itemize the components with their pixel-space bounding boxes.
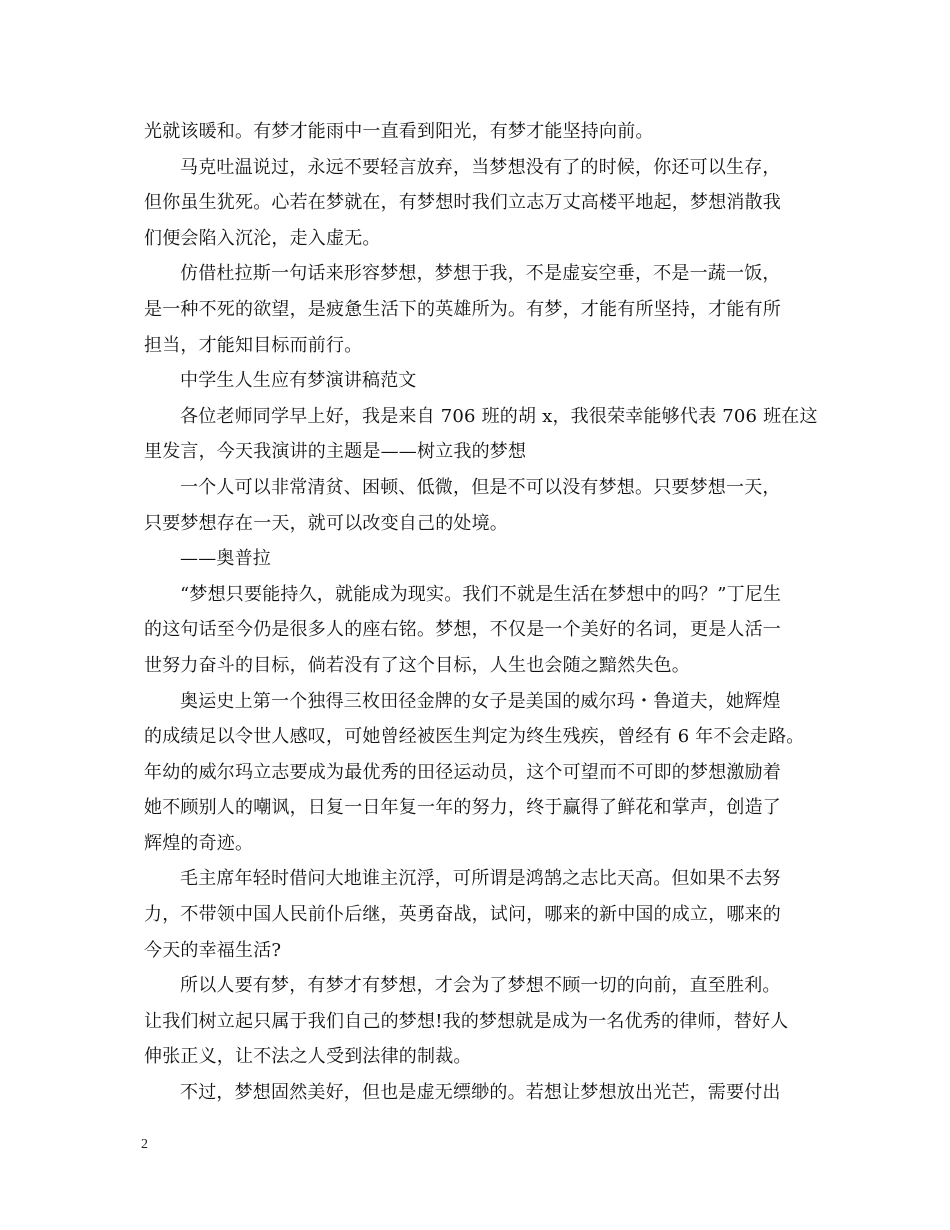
text-line: 伸张正义，让不法之人受到法律的制裁。 xyxy=(144,1046,472,1068)
text-line: 担当，才能知目标而前行。 xyxy=(144,334,363,356)
text-line: 今天的幸福生活? xyxy=(144,939,282,961)
text-line: 的成绩足以令世人感叹，可她曾经被医生判定为终生残疾，曾经有 6 年不会走路。 xyxy=(144,726,805,748)
text-line: 让我们树立起只属于我们自己的梦想!我的梦想就是成为一名优秀的律师，替好人 xyxy=(144,1010,789,1032)
text-line: “梦想只要能持久，就能成为现实。我们不就是生活在梦想中的吗？”丁尼生 xyxy=(180,583,782,605)
page-number: 2 xyxy=(141,1137,148,1152)
text-line: 仿借杜拉斯一句话来形容梦想，梦想于我，不是虚妄空垂，不是一蔬一饭， xyxy=(180,263,781,285)
text-line: 她不顾别人的嘲讽，日复一日年复一年的努力，终于赢得了鲜花和掌声，创造了 xyxy=(144,797,781,819)
text-line: 一个人可以非常清贫、困顿、低微，但是不可以没有梦想。只要梦想一天， xyxy=(180,476,781,498)
document-body xyxy=(144,114,818,1111)
text-line: 毛主席年轻时借问大地谁主沉浮，可所谓是鸿鹄之志比天高。但如果不去努 xyxy=(180,868,781,890)
text-line: 各位老师同学早上好，我是来自 706 班的胡 x，我很荣幸能够代表 706 班在这 xyxy=(180,405,818,427)
text-line: 们便会陷入沉沦，走入虚无。 xyxy=(144,227,381,249)
text-line: 光就该暖和。有梦才能雨中一直看到阳光，有梦才能坚持向前。 xyxy=(144,121,654,142)
text-line: 的这句话至今仍是很多人的座右铭。梦想，不仅是一个美好的名词，更是人活一 xyxy=(144,619,781,641)
text-line: 所以人要有梦，有梦才有梦想，才会为了梦想不顾一切的向前，直至胜利。 xyxy=(180,975,781,997)
text-line: 是一种不死的欲望，是疲惫生活下的英雄所为。有梦，才能有所坚持，才能有所 xyxy=(144,298,781,320)
text-line: 里发言，今天我演讲的主题是——树立我的梦想 xyxy=(144,441,527,463)
text-line: 奥运史上第一个独得三枚田径金牌的女子是美国的威尔玛・鲁道夫，她辉煌 xyxy=(180,690,781,712)
text-line: 只要梦想存在一天，就可以改变自己的处境。 xyxy=(144,512,508,534)
text-line: 年幼的威尔玛立志要成为最优秀的田径运动员，这个可望而不可即的梦想激励着 xyxy=(144,761,781,783)
text-line: ——奥普拉 xyxy=(180,548,271,570)
text-line: 不过，梦想固然美好，但也是虚无缥缈的。若想让梦想放出光芒，需要付出 xyxy=(180,1082,781,1104)
text-line: 马克吐温说过，永远不要轻言放弃，当梦想没有了的时候，你还可以生存， xyxy=(180,156,781,178)
text-line: 力，不带领中国人民前仆后继，英勇奋战，试问，哪来的新中国的成立，哪来的 xyxy=(144,904,781,926)
text-line: 辉煌的奇迹。 xyxy=(144,832,254,854)
text-line: 世努力奋斗的目标，倘若没有了这个目标，人生也会随之黯然失色。 xyxy=(144,654,690,676)
text-line: 但你虽生犹死。心若在梦就在，有梦想时我们立志万丈高楼平地起，梦想消散我 xyxy=(144,192,781,214)
text-line: 中学生人生应有梦演讲稿范文 xyxy=(180,370,417,392)
